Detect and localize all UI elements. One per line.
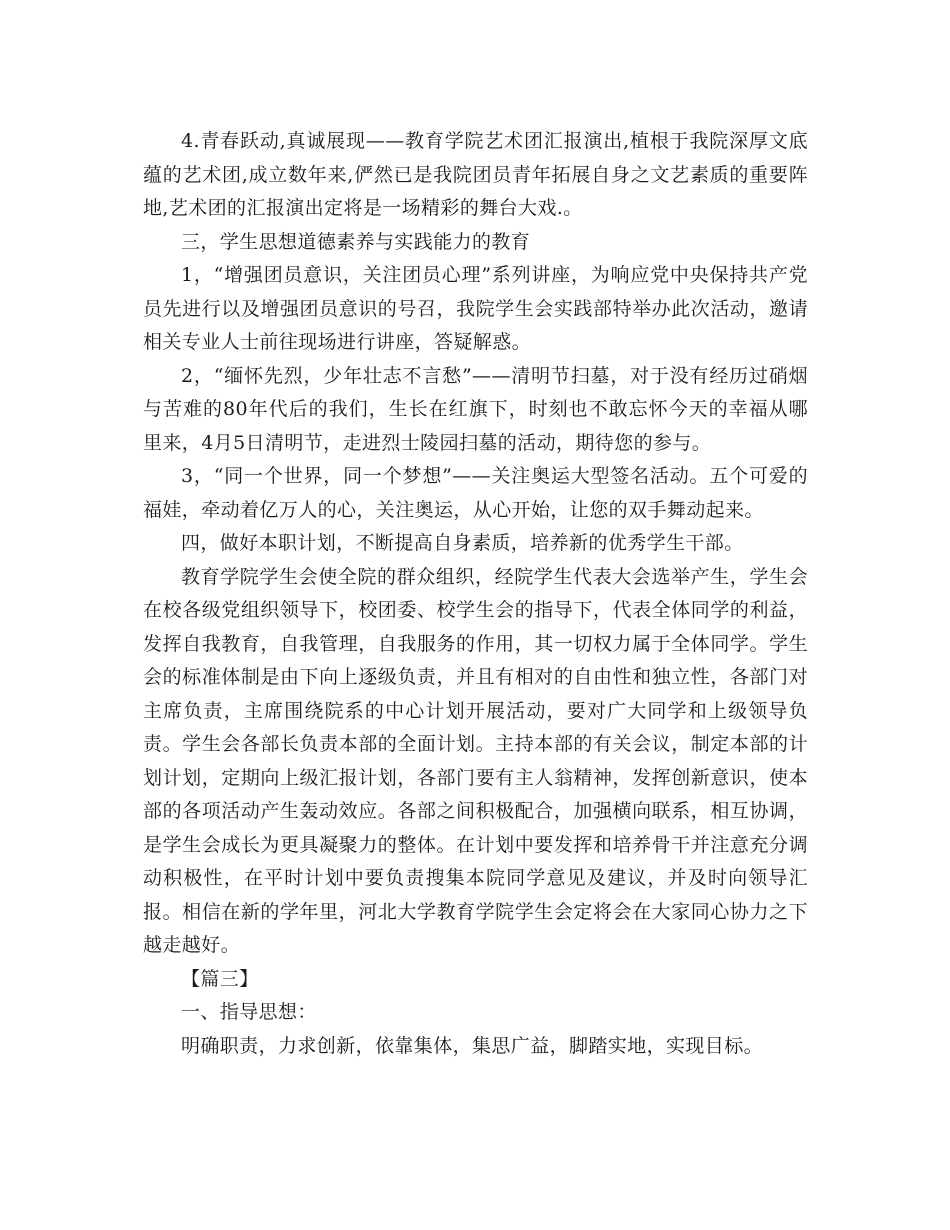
paragraph-student-union: 教育学院学生会使全院的群众组织，经院学生代表大会选举产生，学生会在校各级党组织领导下，校团委、校学生会的指导下，代表全体同学的利益，发挥自我教育，自我管理，自我服务的作用，其一切权力属于全体同学。学生会的标准体制是由下向上逐级负责，并且有相对的自由性和独立性，各部门对主席负责，主席围绕院系的中心计划开展活动，要对广大同学和上级领导负责。学生会各部长负责本部的全面计划。主持本部的有关会议，制定本部的计划计划，定期向上级汇报计划，各部门要有主人翁精神，发挥创新意识，使本部的各项活动产生轰动效应。各部之间积极配合，加强横向联系，相互协调，是学生会成长为更具凝聚力的整体。在计划中要发挥和培养骨干并注意充分调动积极性，在平时计划中要负责搜集本院同学意见及建议，并及时向领导汇报。相信在新的学年里，河北大学教育学院学生会定将会在大家同心协力之下越走越好。: [143, 565, 808, 956]
document-body: [143, 125, 808, 1063]
paragraph-guiding-ideology: 明确职责，力求创新，依靠集体，集思广益，脚踏实地，实现目标。: [181, 1034, 764, 1057]
heading-section-three: 三，学生思想道德素养与实践能力的教育: [181, 230, 531, 253]
paragraph-olympic-signature: 3，“同一个世界，同一个梦想”——关注奥运大型签名活动。五个可爱的福娃，牵动着亿万人的心，关注奥运，从心开始，让您的双手舞动起来。: [143, 465, 808, 521]
paragraph-lecture-series: 1，“增强团员意识，关注团员心理”系列讲座，为响应党中央保持共产党员先进行以及增强团员意识的号召，我院学生会实践部特举办此次活动，邀请相关专业人士前往现场进行讲座，答疑解惑。: [143, 264, 808, 353]
heading-guiding-ideology: 一、指导思想：: [181, 1001, 317, 1023]
heading-section-four: 四，做好本职计划，不断提高自身素质，培养新的优秀学生干部。: [181, 532, 744, 554]
heading-part-three: 【篇三】: [181, 967, 259, 990]
paragraph-qingming-tomb-sweeping: 2，“缅怀先烈，少年壮志不言愁”——清明节扫墓，对于没有经历过硝烟与苦难的80年代后的我们，生长在红旗下，时刻也不敢忘怀今天的幸福从哪里来，4月5日清明节，走进烈士陵园扫墓的活动，期待您的参与。: [143, 364, 808, 454]
paragraph-art-troupe: 4.青春跃动,真诚展现——教育学院艺术团汇报演出,植根于我院深厚文底蕴的艺术团,成立数年来,俨然已是我院团员青年拓展自身之文艺素质的重要阵地,艺术团的汇报演出定将是一场精彩的舞台大戏.。: [143, 130, 808, 219]
